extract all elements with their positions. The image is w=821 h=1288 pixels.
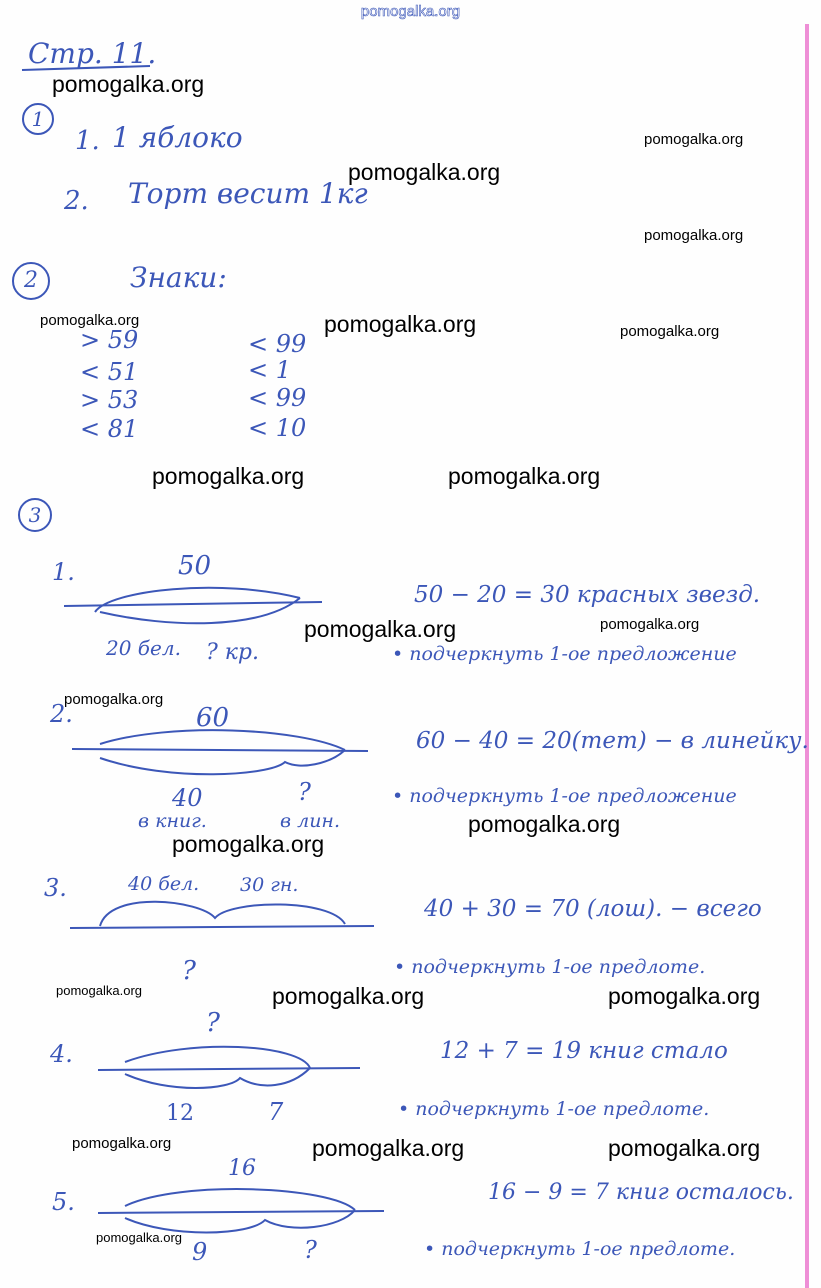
task2-col1-row3: > 53 (80, 386, 139, 414)
task2-col2-row1: < 99 (248, 330, 307, 358)
task3-item4-top: ? (206, 1008, 220, 1038)
watermark: pomogalka.org (272, 983, 425, 1009)
task3-item1-number: 1. (52, 558, 75, 586)
watermark: pomogalka.org (152, 463, 305, 489)
watermark: pomogalka.org (56, 983, 142, 998)
task3-item2-equation: 60 − 40 = 20(тет) − в линейку. (416, 728, 809, 754)
task3-item3-equation: 40 + 30 = 70 (лош). − всего (424, 896, 762, 922)
watermark: pomogalka.org (172, 831, 325, 857)
watermark: pomogalka.org (644, 131, 744, 148)
watermark: pomogalka.org (72, 1135, 172, 1152)
task3-item5-top: 16 (228, 1156, 256, 1181)
task3-item2-bottom-left-num: 40 (172, 784, 203, 812)
task3-item3-top-left: 40 бел. (128, 873, 200, 895)
watermark: pomogalka.org (324, 311, 477, 337)
watermark: pomogalka.org (468, 811, 621, 837)
task2-col2-row2: < 1 (248, 356, 292, 384)
task1-number: 1 (22, 103, 54, 135)
task3-item3-number: 3. (44, 874, 67, 902)
task3-item1-bottom-left: 20 бел. (106, 636, 181, 660)
task3-item2-bottom-right: в лин. (280, 810, 340, 832)
task1-line1-number: 1. (75, 126, 100, 156)
task3-item4-number: 4. (50, 1040, 73, 1068)
watermark: pomogalka.org (348, 159, 501, 185)
task2-col2-row3: < 99 (248, 384, 307, 412)
task3-item1-equation: 50 − 20 = 30 красных звезд. (414, 582, 761, 608)
task3-item1-bottom-right: ? кр. (206, 640, 260, 665)
task3-item1-note: • подчеркнуть 1-ое предложение (392, 643, 737, 665)
page-label: Стр. 11. (28, 37, 157, 70)
task3-item3-bottom: ? (182, 956, 196, 986)
task3-item5-note: • подчеркнуть 1-ое предлоте. (424, 1238, 736, 1260)
task2-col1-row2: < 51 (80, 358, 139, 386)
watermark: pomogalka.org (96, 1230, 182, 1245)
task2-number: 2 (12, 262, 50, 300)
task2-col1-row4: < 81 (80, 415, 139, 443)
watermark: pomogalka.org (608, 1135, 761, 1161)
task1-line2-number: 2. (64, 186, 89, 216)
task3-item1-top: 50 (178, 551, 212, 581)
task3-item3-note: • подчеркнуть 1-ое предлоте. (394, 956, 706, 978)
header-watermark: pomogalka.org (360, 3, 461, 20)
task3-item4-bottom-left: 12 (166, 1101, 194, 1126)
task3-item4-equation: 12 + 7 = 19 книг стало (440, 1038, 728, 1064)
watermark: pomogalka.org (644, 227, 744, 244)
task3-item2-note: • подчеркнуть 1-ое предложение (392, 785, 737, 807)
task1-line1-text: 1 яблоко (112, 121, 243, 154)
watermark: pomogalka.org (52, 71, 205, 97)
task2-col1-row1: > 59 (80, 326, 139, 354)
task3-item3-top-right: 30 гн. (240, 874, 299, 896)
task1-line2-text: Торт весит 1кг (128, 177, 368, 210)
task3-item2-number: 2. (50, 700, 73, 728)
task3-item4-note: • подчеркнуть 1-ое предлоте. (398, 1098, 710, 1120)
watermark: pomogalka.org (608, 983, 761, 1009)
watermark: pomogalka.org (600, 616, 700, 633)
watermark: pomogalka.org (312, 1135, 465, 1161)
task3-item5-bottom-left: 9 (192, 1238, 208, 1266)
task3-item5-equation: 16 − 9 = 7 книг осталось. (488, 1180, 794, 1205)
watermark: pomogalka.org (620, 323, 720, 340)
task3-item5-bottom-right: ? (304, 1236, 317, 1264)
watermark: pomogalka.org (448, 463, 601, 489)
watermark: pomogalka.org (40, 312, 140, 329)
task3-item4-bottom-right: 7 (268, 1098, 284, 1126)
task3-item5-number: 5. (52, 1188, 75, 1216)
watermark: pomogalka.org (64, 691, 164, 708)
task2-col2-row4: < 10 (248, 414, 307, 442)
task3-item2-top: 60 (196, 703, 230, 733)
task2-title: Знаки: (130, 261, 227, 294)
task3-item2-bottom-left: в книг. (138, 810, 207, 832)
task3-number: 3 (18, 498, 52, 532)
task3-item2-bottom-right-num: ? (298, 778, 311, 806)
watermark: pomogalka.org (304, 616, 457, 642)
